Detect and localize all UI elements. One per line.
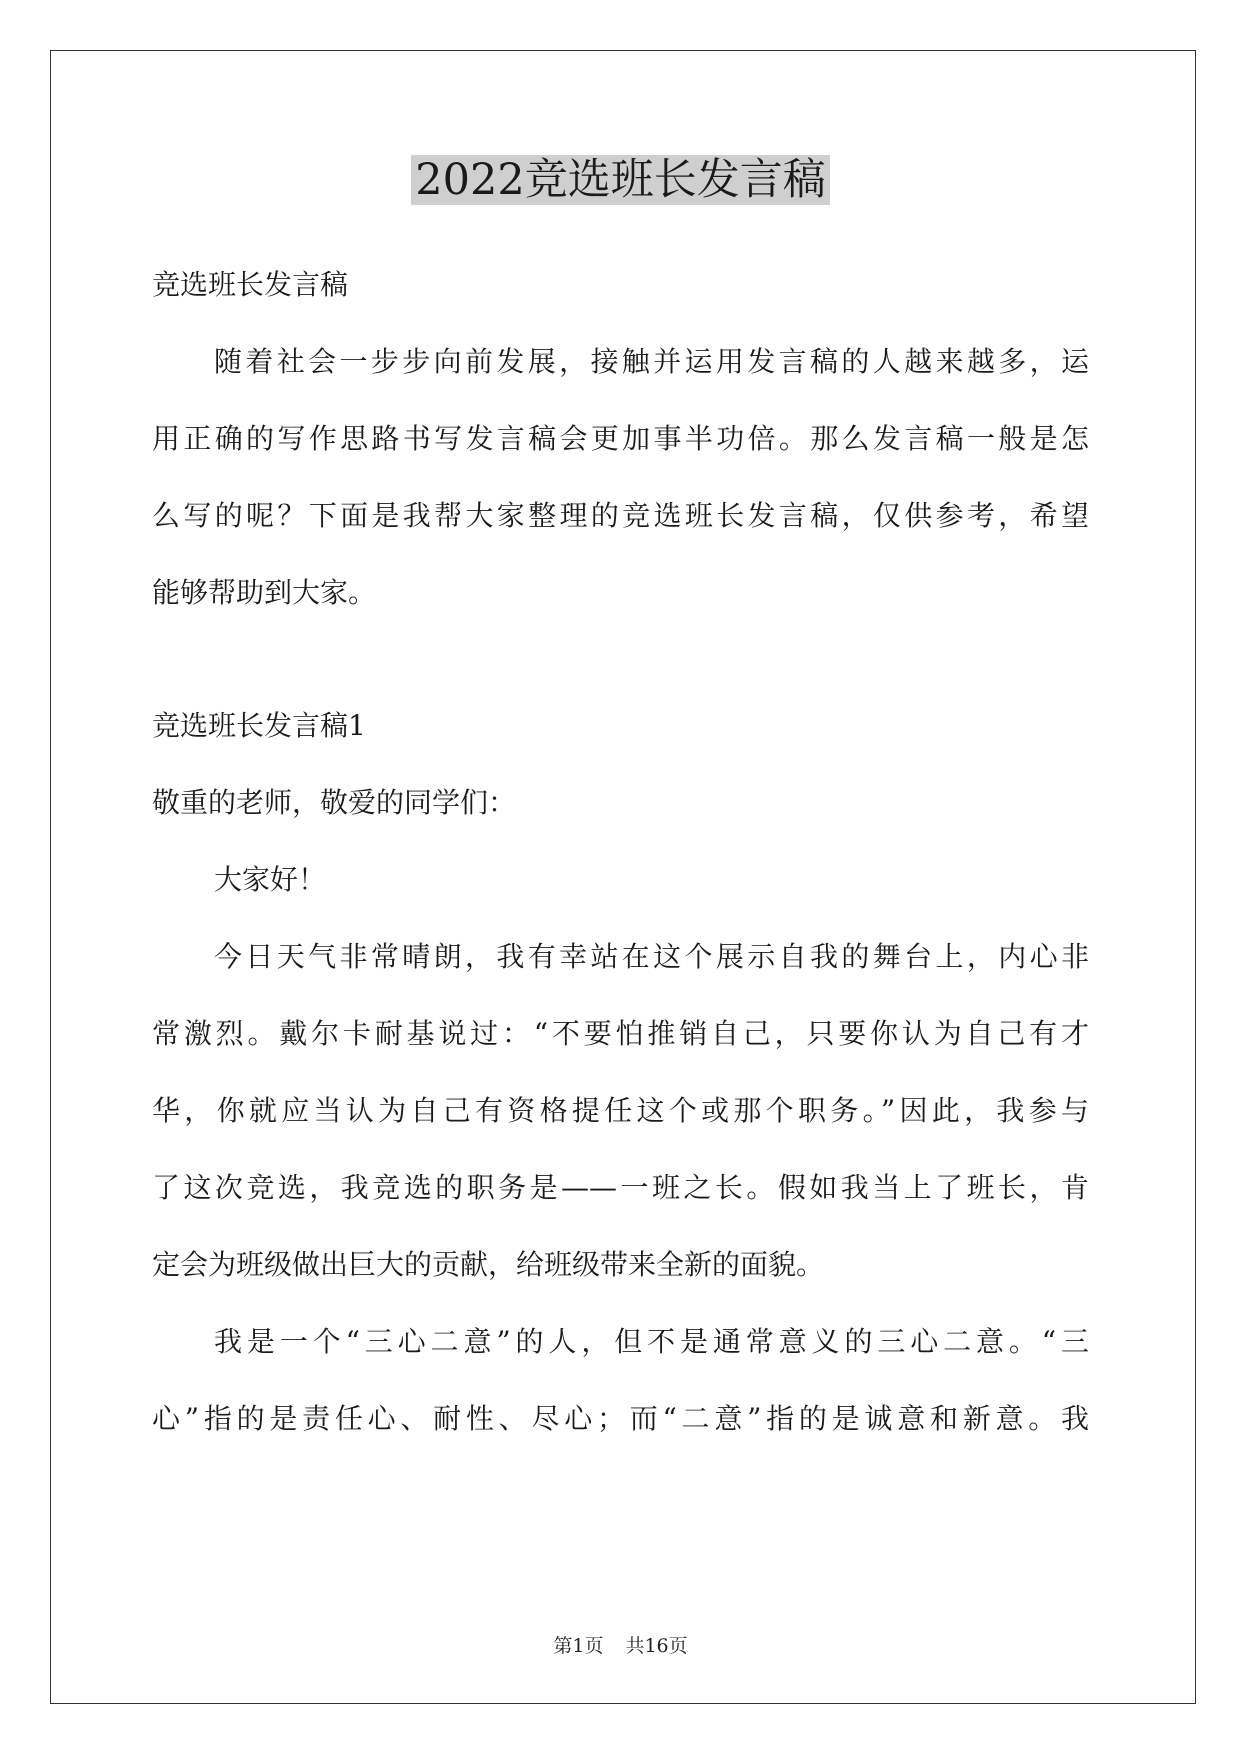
page-number: 第1页 <box>553 1635 604 1657</box>
paragraph-line: 常激烈。戴尔卡耐基说过：“不要怕推销自己，只要你认为自己有才 <box>152 1017 1089 1050</box>
paragraph-line: 定会为班级做出巨大的贡献，给班级带来全新的面貌。 <box>152 1248 825 1281</box>
greeting: 大家好！ <box>214 863 327 896</box>
salutation: 敬重的老师，敬爱的同学们： <box>152 786 517 819</box>
section-heading: 竞选班长发言稿 <box>152 268 349 301</box>
paragraph-line: 华，你就应当认为自己有资格提任这个或那个职务。”因此，我参与 <box>152 1094 1089 1127</box>
paragraph-line: 心”指的是责任心、耐性、尽心；而“二意”指的是诚意和新意。我 <box>152 1402 1089 1435</box>
document-title <box>0 148 1241 212</box>
paragraph-line: 么写的呢？下面是我帮大家整理的竞选班长发言稿，仅供参考，希望 <box>152 499 1089 532</box>
page-footer <box>0 1633 1241 1659</box>
paragraph-line: 了这次竞选，我竞选的职务是——一班之长。假如我当上了班长，肯 <box>152 1171 1089 1204</box>
section-heading: 竞选班长发言稿1 <box>152 709 366 742</box>
paragraph-line: 随着社会一步步向前发展，接触并运用发言稿的人越来越多，运 <box>214 345 1089 378</box>
paragraph-line: 用正确的写作思路书写发言稿会更加事半功倍。那么发言稿一般是怎 <box>152 422 1089 455</box>
paragraph-line: 今日天气非常晴朗，我有幸站在这个展示自我的舞台上，内心非 <box>214 940 1089 973</box>
paragraph-line: 能够帮助到大家。 <box>152 576 377 609</box>
document-title-text: 2022竞选班长发言稿 <box>411 155 829 205</box>
paragraph-line: 我是一个“三心二意”的人，但不是通常意义的三心二意。“三 <box>214 1325 1089 1358</box>
page-total: 共16页 <box>625 1635 688 1657</box>
